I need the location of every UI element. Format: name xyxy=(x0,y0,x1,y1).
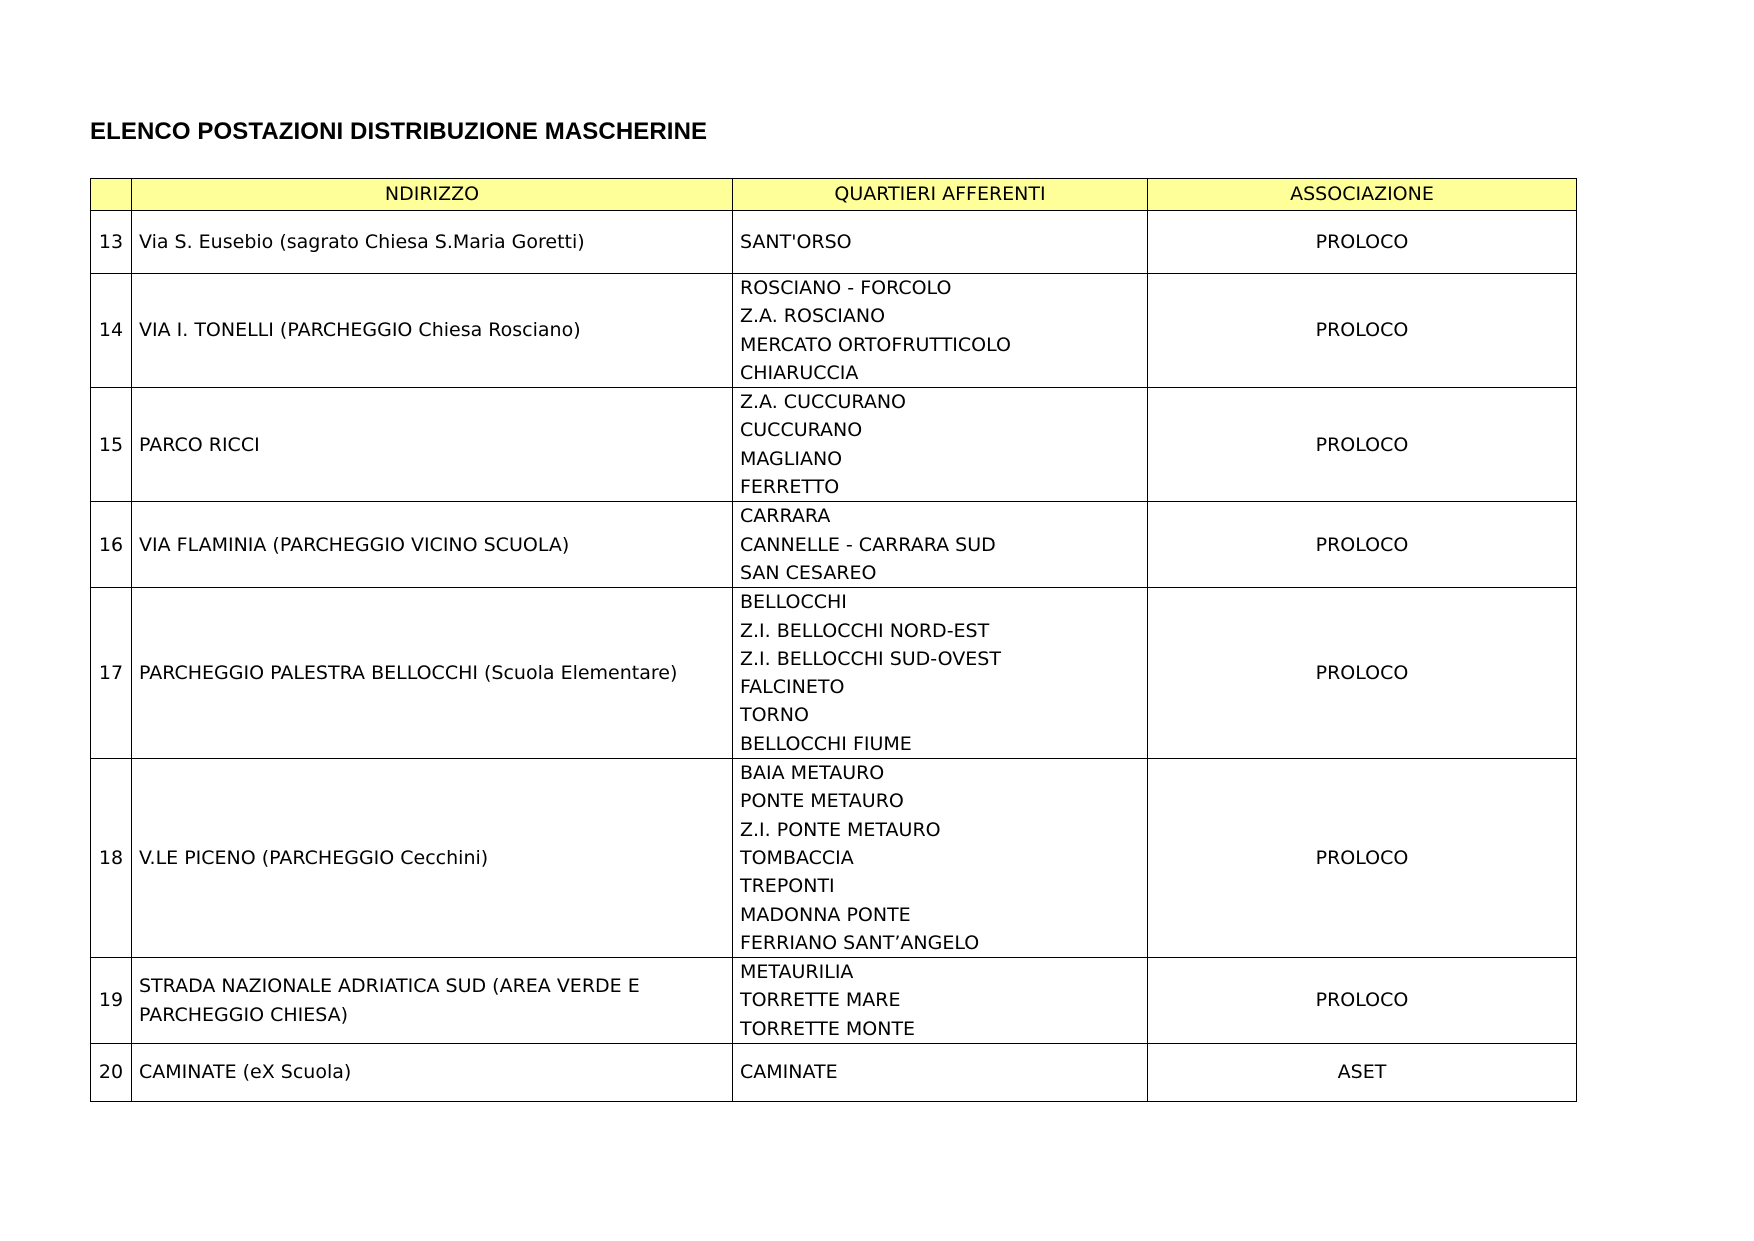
header-quarters: QUARTIERI AFFERENTI xyxy=(733,179,1148,211)
station-quarters xyxy=(733,958,1148,1044)
quarter-item: TORRETTE MONTE xyxy=(740,1017,916,1040)
station-number: 13 xyxy=(91,211,132,274)
table-row xyxy=(91,211,1577,274)
station-address: PARCO RICCI xyxy=(132,388,733,502)
header-address: NDIRIZZO xyxy=(132,179,733,211)
header-number xyxy=(91,179,132,211)
quarter-item: TREPONTI xyxy=(740,875,835,898)
station-address: VIA FLAMINIA (PARCHEGGIO VICINO SCUOLA) xyxy=(132,502,733,588)
page-title: ELENCO POSTAZIONI DISTRIBUZIONE MASCHERINE xyxy=(90,118,708,145)
station-association: PROLOCO xyxy=(1148,388,1577,502)
quarter-item: ROSCIANO - FORCOLO xyxy=(740,277,952,299)
station-address: V.LE PICENO (PARCHEGGIO Cecchini) xyxy=(132,759,733,958)
station-address: CAMINATE (eX Scuola) xyxy=(132,1044,733,1102)
quarter-item: Z.A. CUCCURANO xyxy=(740,391,907,414)
table-row xyxy=(91,1044,1577,1102)
station-quarters xyxy=(733,274,1148,388)
station-address: Via S. Eusebio (sagrato Chiesa S.Maria Goretti) xyxy=(132,211,733,274)
quarter-item: TORNO xyxy=(740,704,809,727)
station-association: PROLOCO xyxy=(1148,211,1577,274)
station-quarters xyxy=(733,1044,1148,1102)
station-association: PROLOCO xyxy=(1148,958,1577,1044)
station-number: 14 xyxy=(91,274,132,388)
station-association: PROLOCO xyxy=(1148,274,1577,388)
quarter-item: TORRETTE MARE xyxy=(740,989,901,1012)
table-body xyxy=(91,211,1577,1102)
quarter-item: CAMINATE xyxy=(740,1061,838,1084)
station-association: PROLOCO xyxy=(1148,588,1577,759)
station-quarters xyxy=(733,588,1148,759)
quarter-item: FERRETTO xyxy=(740,476,840,499)
quarter-item: CUCCURANO xyxy=(740,419,863,442)
station-number: 18 xyxy=(91,759,132,958)
station-quarters xyxy=(733,388,1148,502)
station-address: PARCHEGGIO PALESTRA BELLOCCHI (Scuola Elementare) xyxy=(132,588,733,759)
stations-table xyxy=(90,178,1577,1102)
station-number: 19 xyxy=(91,958,132,1044)
table-row xyxy=(91,388,1577,502)
quarter-item: METAURILIA xyxy=(740,961,854,984)
quarter-item: Z.I. PONTE METAURO xyxy=(740,818,941,841)
table-row xyxy=(91,588,1577,759)
quarter-item: Z.A. ROSCIANO xyxy=(740,305,886,328)
table-row xyxy=(91,759,1577,958)
quarter-item: FERRIANO SANT’ANGELO xyxy=(740,931,980,954)
quarter-item: MERCATO ORTOFRUTTICOLO xyxy=(740,333,1011,356)
station-number: 20 xyxy=(91,1044,132,1102)
quarter-item: CANNELLE - CARRARA SUD xyxy=(740,533,996,556)
quarter-item: MADONNA PONTE xyxy=(740,903,911,926)
header-association: ASSOCIAZIONE xyxy=(1148,179,1577,211)
quarter-item: FALCINETO xyxy=(740,676,845,699)
quarter-item: SANT'ORSO xyxy=(740,230,852,253)
quarter-item: MAGLIANO xyxy=(740,447,843,470)
table-row xyxy=(91,274,1577,388)
quarter-item: CHIARUCCIA xyxy=(740,361,859,384)
header-row xyxy=(91,179,1577,211)
station-address: VIA I. TONELLI (PARCHEGGIO Chiesa Rosciano) xyxy=(132,274,733,388)
quarter-item: BELLOCCHI xyxy=(740,591,847,614)
quarter-item: PONTE METAURO xyxy=(740,790,904,813)
station-association: PROLOCO xyxy=(1148,502,1577,588)
quarter-item: BAIA METAURO xyxy=(740,762,885,785)
station-address: STRADA NAZIONALE ADRIATICA SUD (AREA VERDE E PARCHEGGIO CHIESA) xyxy=(132,958,733,1044)
station-quarters xyxy=(733,759,1148,958)
quarter-item: Z.I. BELLOCCHI SUD-OVEST xyxy=(740,647,1001,670)
station-number: 16 xyxy=(91,502,132,588)
table-row xyxy=(91,502,1577,588)
quarter-item: BELLOCCHI FIUME xyxy=(740,732,912,755)
station-association: ASET xyxy=(1148,1044,1577,1102)
station-number: 15 xyxy=(91,388,132,502)
station-association: PROLOCO xyxy=(1148,759,1577,958)
quarter-item: CARRARA xyxy=(740,505,831,528)
table-header xyxy=(91,179,1577,211)
quarter-item: Z.I. BELLOCCHI NORD-EST xyxy=(740,619,990,642)
table-row xyxy=(91,958,1577,1044)
station-number: 17 xyxy=(91,588,132,759)
station-quarters xyxy=(733,502,1148,588)
quarter-item: TOMBACCIA xyxy=(740,846,854,869)
quarter-item: SAN CESAREO xyxy=(740,561,877,584)
station-quarters xyxy=(733,211,1148,274)
